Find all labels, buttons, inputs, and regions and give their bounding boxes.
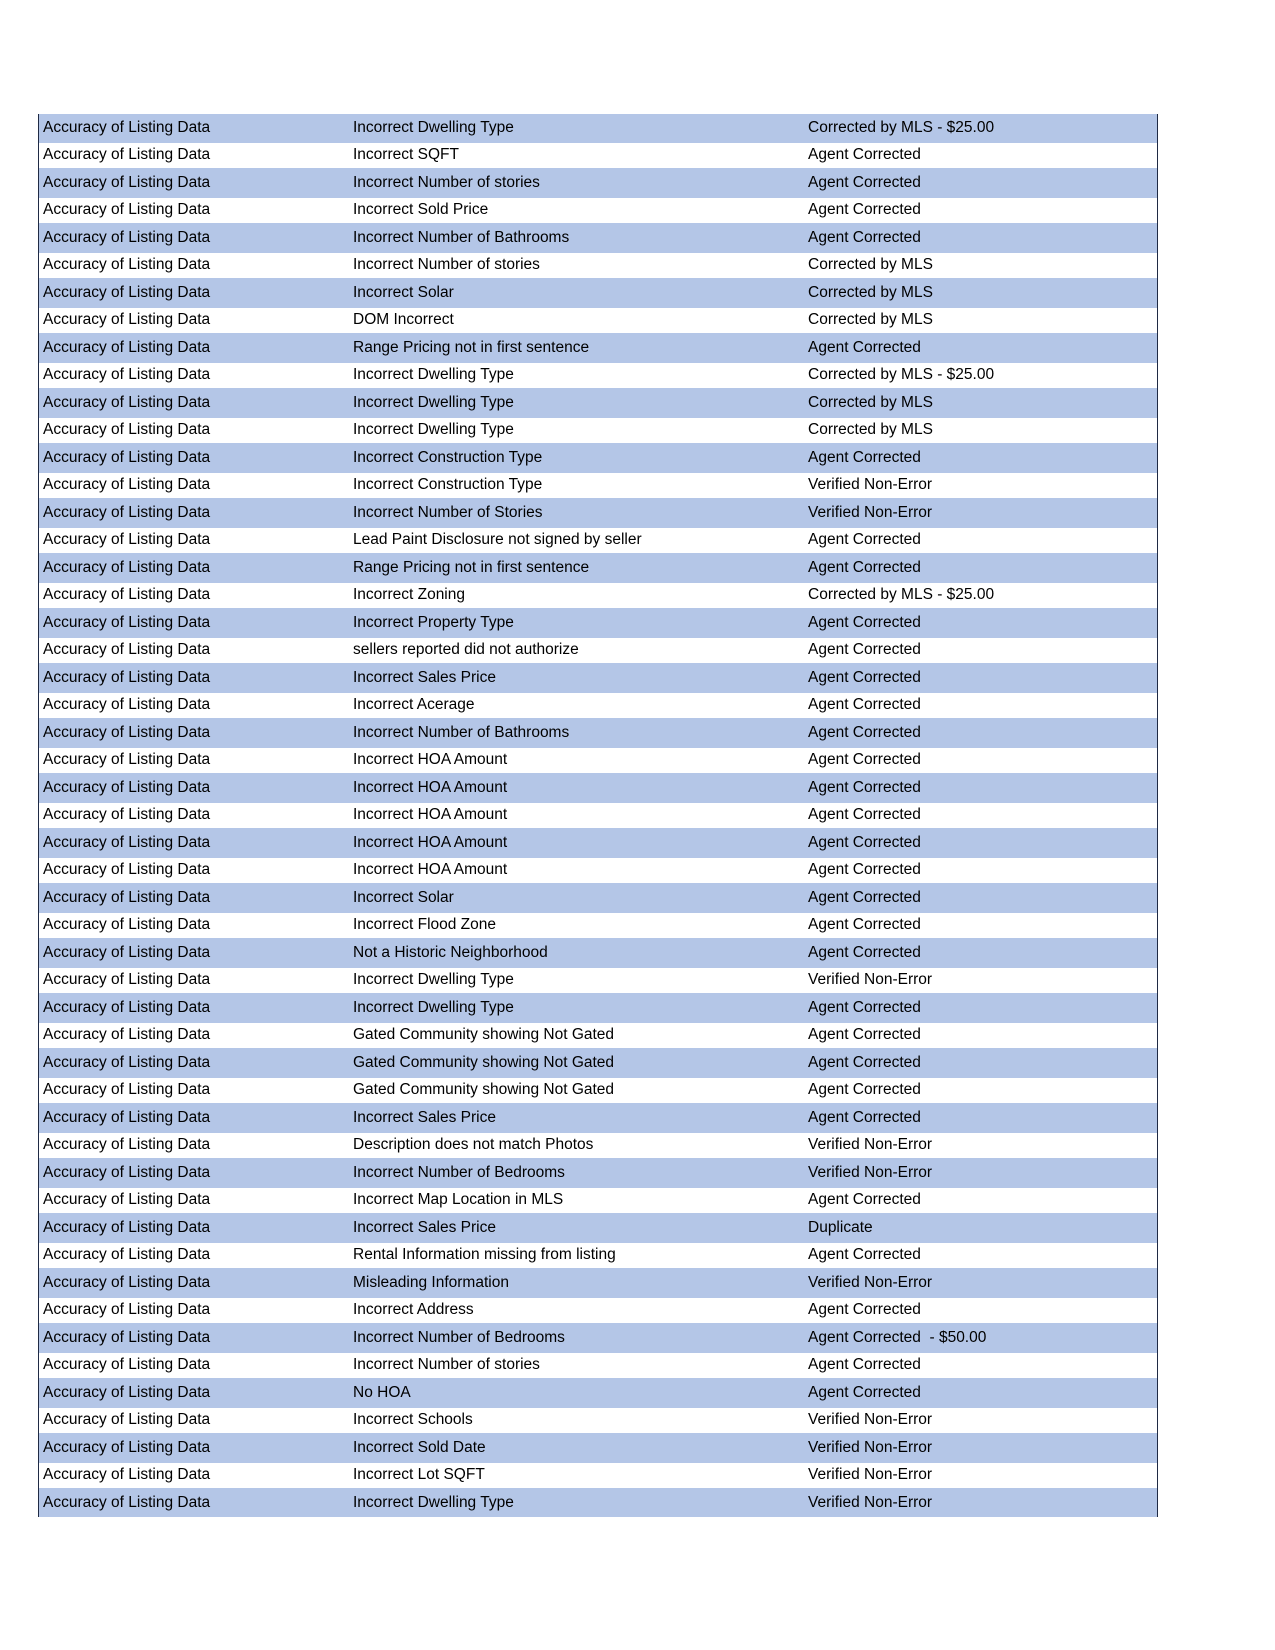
resolution-cell: Agent Corrected	[808, 916, 921, 934]
category-cell: Accuracy of Listing Data	[43, 723, 211, 741]
category-cell: Accuracy of Listing Data	[43, 1218, 211, 1236]
resolution-cell: Agent Corrected	[808, 778, 921, 796]
resolution-cell: Agent Corrected	[808, 888, 921, 906]
table-row	[39, 994, 1157, 1022]
issue-cell: Incorrect Construction Type	[353, 476, 543, 494]
category-cell: Accuracy of Listing Data	[43, 531, 211, 549]
resolution-cell: Verified Non-Error	[808, 1136, 933, 1154]
resolution-cell: Agent Corrected	[808, 696, 921, 714]
issue-cell: Incorrect Number of Bedrooms	[353, 1163, 565, 1181]
table-row	[39, 967, 1157, 995]
table-row	[39, 362, 1157, 390]
issue-cell: Incorrect Construction Type	[353, 448, 543, 466]
table-row	[39, 554, 1157, 582]
category-cell: Accuracy of Listing Data	[43, 916, 211, 934]
category-cell: Accuracy of Listing Data	[43, 1301, 211, 1319]
category-cell: Accuracy of Listing Data	[43, 448, 211, 466]
issue-cell: Lead Paint Disclosure not signed by seller	[353, 531, 642, 549]
resolution-cell: Agent Corrected	[808, 751, 921, 769]
category-cell: Accuracy of Listing Data	[43, 366, 211, 384]
category-cell: Accuracy of Listing Data	[43, 1081, 211, 1099]
issue-cell: Incorrect Sales Price	[353, 1218, 496, 1236]
resolution-cell: Agent Corrected	[808, 723, 921, 741]
category-cell: Accuracy of Listing Data	[43, 833, 211, 851]
resolution-cell: Agent Corrected	[808, 531, 921, 549]
resolution-cell: Agent Corrected	[808, 1108, 921, 1126]
category-cell: Accuracy of Listing Data	[43, 1328, 211, 1346]
table-row	[39, 1434, 1157, 1462]
issue-cell: Incorrect Dwelling Type	[353, 118, 514, 136]
issue-cell: Incorrect Dwelling Type	[353, 366, 514, 384]
resolution-cell: Agent Corrected	[808, 668, 921, 686]
resolution-cell: Verified Non-Error	[808, 971, 933, 989]
category-cell: Accuracy of Listing Data	[43, 393, 211, 411]
category-cell: Accuracy of Listing Data	[43, 1383, 211, 1401]
issue-cell: Incorrect Sales Price	[353, 1108, 496, 1126]
category-cell: Accuracy of Listing Data	[43, 861, 211, 879]
issue-cell: Gated Community showing Not Gated	[353, 1026, 615, 1044]
issue-cell: Incorrect HOA Amount	[353, 751, 508, 769]
resolution-cell: Agent Corrected	[808, 1301, 921, 1319]
table-row	[39, 1379, 1157, 1407]
category-cell: Accuracy of Listing Data	[43, 1273, 211, 1291]
table-row	[39, 1187, 1157, 1215]
resolution-cell: Agent Corrected	[808, 1191, 921, 1209]
category-cell: Accuracy of Listing Data	[43, 283, 211, 301]
table-row	[39, 279, 1157, 307]
issue-cell: Incorrect Acerage	[353, 696, 475, 714]
table-row	[39, 307, 1157, 335]
category-cell: Accuracy of Listing Data	[43, 228, 211, 246]
resolution-cell: Agent Corrected	[808, 448, 921, 466]
issue-cell: Gated Community showing Not Gated	[353, 1081, 615, 1099]
issue-cell: Incorrect Dwelling Type	[353, 421, 514, 439]
category-cell: Accuracy of Listing Data	[43, 256, 211, 274]
table-row	[39, 389, 1157, 417]
table-row	[39, 169, 1157, 197]
category-cell: Accuracy of Listing Data	[43, 696, 211, 714]
table-row	[39, 582, 1157, 610]
issue-cell: No HOA	[353, 1383, 411, 1401]
resolution-cell: Verified Non-Error	[808, 1493, 933, 1511]
category-cell: Accuracy of Listing Data	[43, 1136, 211, 1154]
data-table	[38, 114, 1158, 1517]
category-cell: Accuracy of Listing Data	[43, 118, 211, 136]
category-cell: Accuracy of Listing Data	[43, 201, 211, 219]
issue-cell: Incorrect Sold Date	[353, 1438, 486, 1456]
issue-cell: Incorrect Dwelling Type	[353, 393, 514, 411]
table-row	[39, 1297, 1157, 1325]
issue-cell: Incorrect Flood Zone	[353, 916, 497, 934]
category-cell: Accuracy of Listing Data	[43, 1466, 211, 1484]
issue-cell: Range Pricing not in first sentence	[353, 338, 590, 356]
table-row	[39, 1077, 1157, 1105]
category-cell: Accuracy of Listing Data	[43, 1053, 211, 1071]
table-row	[39, 609, 1157, 637]
category-cell: Accuracy of Listing Data	[43, 998, 211, 1016]
resolution-cell: Agent Corrected	[808, 833, 921, 851]
table-row	[39, 252, 1157, 280]
table-row	[39, 334, 1157, 362]
table-row	[39, 1022, 1157, 1050]
category-cell: Accuracy of Listing Data	[43, 1438, 211, 1456]
category-cell: Accuracy of Listing Data	[43, 806, 211, 824]
issue-cell: Incorrect Map Location in MLS	[353, 1191, 564, 1209]
issue-cell: Incorrect Lot SQFT	[353, 1466, 485, 1484]
table-row	[39, 774, 1157, 802]
table-row	[39, 857, 1157, 885]
issue-cell: Incorrect HOA Amount	[353, 861, 508, 879]
category-cell: Accuracy of Listing Data	[43, 1163, 211, 1181]
category-cell: Accuracy of Listing Data	[43, 421, 211, 439]
category-cell: Accuracy of Listing Data	[43, 1191, 211, 1209]
issue-cell: Incorrect Number of Stories	[353, 503, 543, 521]
issue-cell: Incorrect HOA Amount	[353, 778, 508, 796]
issue-cell: Incorrect Dwelling Type	[353, 998, 514, 1016]
table-row	[39, 802, 1157, 830]
table-row	[39, 527, 1157, 555]
table-row	[39, 1049, 1157, 1077]
table-row	[39, 692, 1157, 720]
table-row	[39, 472, 1157, 500]
issue-cell: Incorrect Number of Bathrooms	[353, 723, 570, 741]
table-row	[39, 444, 1157, 472]
category-cell: Accuracy of Listing Data	[43, 751, 211, 769]
issue-cell: Incorrect HOA Amount	[353, 833, 508, 851]
issue-cell: Incorrect Number of stories	[353, 1356, 540, 1374]
table-row	[39, 142, 1157, 170]
resolution-cell: Agent Corrected	[808, 228, 921, 246]
issue-cell: Incorrect Property Type	[353, 613, 514, 631]
resolution-cell: Agent Corrected - $50.00	[808, 1328, 987, 1346]
issue-cell: Misleading Information	[353, 1273, 509, 1291]
resolution-cell: Verified Non-Error	[808, 1411, 933, 1429]
issue-cell: Incorrect Sold Price	[353, 201, 489, 219]
issue-cell: Not a Historic Neighborhood	[353, 943, 548, 961]
issue-cell: Incorrect Number of stories	[353, 256, 540, 274]
resolution-cell: Verified Non-Error	[808, 1273, 933, 1291]
category-cell: Accuracy of Listing Data	[43, 146, 211, 164]
resolution-cell: Agent Corrected	[808, 998, 921, 1016]
issue-cell: Incorrect Zoning	[353, 586, 465, 604]
resolution-cell: Agent Corrected	[808, 173, 921, 191]
issue-cell: Description does not match Photos	[353, 1136, 594, 1154]
issue-cell: Incorrect Number of Bedrooms	[353, 1328, 565, 1346]
resolution-cell: Agent Corrected	[808, 1026, 921, 1044]
resolution-cell: Agent Corrected	[808, 1081, 921, 1099]
issue-cell: DOM Incorrect	[353, 311, 454, 329]
table-row	[39, 664, 1157, 692]
table-row	[39, 114, 1157, 142]
resolution-cell: Corrected by MLS - $25.00	[808, 118, 995, 136]
resolution-cell: Corrected by MLS	[808, 283, 933, 301]
category-cell: Accuracy of Listing Data	[43, 503, 211, 521]
table-row	[39, 1489, 1157, 1517]
category-cell: Accuracy of Listing Data	[43, 1411, 211, 1429]
resolution-cell: Agent Corrected	[808, 1383, 921, 1401]
resolution-cell: Verified Non-Error	[808, 1466, 933, 1484]
category-cell: Accuracy of Listing Data	[43, 338, 211, 356]
category-cell: Accuracy of Listing Data	[43, 173, 211, 191]
table-row	[39, 417, 1157, 445]
issue-cell: Incorrect SQFT	[353, 146, 459, 164]
table-row	[39, 1269, 1157, 1297]
table-row	[39, 747, 1157, 775]
issue-cell: Incorrect Solar	[353, 888, 454, 906]
issue-cell: Gated Community showing Not Gated	[353, 1053, 615, 1071]
category-cell: Accuracy of Listing Data	[43, 778, 211, 796]
category-cell: Accuracy of Listing Data	[43, 971, 211, 989]
table-row	[39, 1352, 1157, 1380]
resolution-cell: Agent Corrected	[808, 1246, 921, 1264]
issue-cell: Incorrect HOA Amount	[353, 806, 508, 824]
category-cell: Accuracy of Listing Data	[43, 641, 211, 659]
issue-cell: Incorrect Dwelling Type	[353, 1493, 514, 1511]
category-cell: Accuracy of Listing Data	[43, 476, 211, 494]
category-cell: Accuracy of Listing Data	[43, 558, 211, 576]
table-row	[39, 884, 1157, 912]
table-row	[39, 829, 1157, 857]
issue-cell: Incorrect Sales Price	[353, 668, 496, 686]
table-row	[39, 1104, 1157, 1132]
table-row	[39, 1159, 1157, 1187]
issue-cell: Incorrect Solar	[353, 283, 454, 301]
category-cell: Accuracy of Listing Data	[43, 613, 211, 631]
issue-cell: Rental Information missing from listing	[353, 1246, 616, 1264]
category-cell: Accuracy of Listing Data	[43, 586, 211, 604]
table-row	[39, 719, 1157, 747]
resolution-cell: Agent Corrected	[808, 1053, 921, 1071]
table-row	[39, 1462, 1157, 1490]
category-cell: Accuracy of Listing Data	[43, 311, 211, 329]
table-row	[39, 197, 1157, 225]
category-cell: Accuracy of Listing Data	[43, 1356, 211, 1374]
table-row	[39, 1324, 1157, 1352]
category-cell: Accuracy of Listing Data	[43, 1246, 211, 1264]
issue-cell: Incorrect Address	[353, 1301, 474, 1319]
table-row	[39, 224, 1157, 252]
resolution-cell: Agent Corrected	[808, 558, 921, 576]
resolution-cell: Verified Non-Error	[808, 503, 933, 521]
table-row	[39, 499, 1157, 527]
resolution-cell: Agent Corrected	[808, 146, 921, 164]
resolution-cell: Agent Corrected	[808, 806, 921, 824]
issue-cell: Incorrect Number of Bathrooms	[353, 228, 570, 246]
resolution-cell: Agent Corrected	[808, 613, 921, 631]
table-row	[39, 1407, 1157, 1435]
table-row	[39, 1242, 1157, 1270]
resolution-cell: Agent Corrected	[808, 861, 921, 879]
category-cell: Accuracy of Listing Data	[43, 1108, 211, 1126]
category-cell: Accuracy of Listing Data	[43, 668, 211, 686]
resolution-cell: Verified Non-Error	[808, 476, 933, 494]
resolution-cell: Verified Non-Error	[808, 1438, 933, 1456]
issue-cell: Incorrect Schools	[353, 1411, 473, 1429]
resolution-cell: Corrected by MLS	[808, 393, 933, 411]
resolution-cell: Agent Corrected	[808, 338, 921, 356]
issue-cell: Incorrect Number of stories	[353, 173, 540, 191]
resolution-cell: Corrected by MLS	[808, 311, 933, 329]
table-row	[39, 939, 1157, 967]
resolution-cell: Agent Corrected	[808, 201, 921, 219]
table-row	[39, 1132, 1157, 1160]
resolution-cell: Corrected by MLS - $25.00	[808, 366, 995, 384]
resolution-cell: Verified Non-Error	[808, 1163, 933, 1181]
table-row	[39, 637, 1157, 665]
table-row	[39, 912, 1157, 940]
resolution-cell: Corrected by MLS - $25.00	[808, 586, 995, 604]
issue-cell: Range Pricing not in first sentence	[353, 558, 590, 576]
category-cell: Accuracy of Listing Data	[43, 888, 211, 906]
category-cell: Accuracy of Listing Data	[43, 1026, 211, 1044]
resolution-cell: Corrected by MLS	[808, 256, 933, 274]
category-cell: Accuracy of Listing Data	[43, 943, 211, 961]
resolution-cell: Agent Corrected	[808, 641, 921, 659]
issue-cell: Incorrect Dwelling Type	[353, 971, 514, 989]
resolution-cell: Duplicate	[808, 1218, 873, 1236]
resolution-cell: Corrected by MLS	[808, 421, 933, 439]
table-row	[39, 1214, 1157, 1242]
category-cell: Accuracy of Listing Data	[43, 1493, 211, 1511]
resolution-cell: Agent Corrected	[808, 1356, 921, 1374]
issue-cell: sellers reported did not authorize	[353, 641, 579, 659]
resolution-cell: Agent Corrected	[808, 943, 921, 961]
